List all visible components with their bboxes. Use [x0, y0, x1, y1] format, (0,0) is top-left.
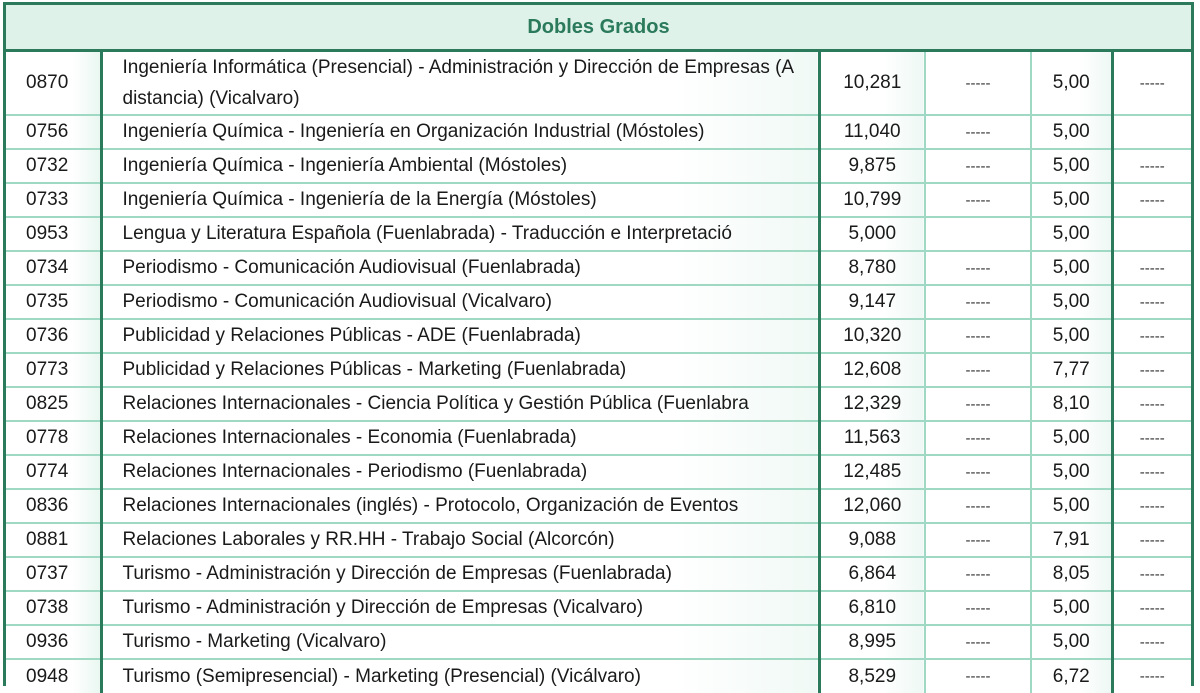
placeholder-cell: -----	[925, 455, 1031, 489]
degree-code-cell: 0756	[6, 115, 101, 149]
degree-name-cell: Lengua y Literatura Española (Fuenlabrada) - Traducción e Interpretació	[101, 217, 819, 251]
placeholder-cell: -----	[925, 183, 1031, 217]
cutoff-grade-cell: 6,864	[819, 557, 925, 591]
placeholder-cell: -----	[1112, 455, 1191, 489]
cutoff-grade-cell: 12,060	[819, 489, 925, 523]
placeholder-cell: -----	[925, 659, 1031, 693]
cutoff-grade-cell: 12,608	[819, 353, 925, 387]
degree-code-cell: 0836	[6, 489, 101, 523]
minimum-grade-cell: 5,00	[1031, 489, 1112, 523]
table-row	[6, 52, 1191, 115]
placeholder-cell	[1112, 115, 1191, 149]
degree-code-cell: 0733	[6, 183, 101, 217]
degree-code-cell: 0738	[6, 591, 101, 625]
placeholder-cell: -----	[925, 557, 1031, 591]
degree-code-cell: 0948	[6, 659, 101, 693]
cutoff-grade-cell: 12,329	[819, 387, 925, 421]
cutoff-grade-cell: 12,485	[819, 455, 925, 489]
degree-code-cell: 0774	[6, 455, 101, 489]
table-row	[6, 149, 1191, 183]
minimum-grade-cell: 5,00	[1031, 319, 1112, 353]
minimum-grade-cell: 5,00	[1031, 591, 1112, 625]
placeholder-cell: -----	[925, 421, 1031, 455]
minimum-grade-cell: 5,00	[1031, 52, 1112, 115]
table-row	[6, 387, 1191, 421]
degrees-table	[6, 52, 1191, 693]
degree-code-cell: 0736	[6, 319, 101, 353]
table-row	[6, 421, 1191, 455]
table-row	[6, 625, 1191, 659]
table-row	[6, 217, 1191, 251]
placeholder-cell: -----	[925, 387, 1031, 421]
degree-name-cell: Periodismo - Comunicación Audiovisual (Vicalvaro)	[101, 285, 819, 319]
table-row	[6, 659, 1191, 693]
cutoff-grade-cell: 6,810	[819, 591, 925, 625]
minimum-grade-cell: 7,91	[1031, 523, 1112, 557]
degree-name-cell: Turismo (Semipresencial) - Marketing (Presencial) (Vicálvaro)	[101, 659, 819, 693]
degree-code-cell: 0778	[6, 421, 101, 455]
grades-table-frame	[3, 2, 1194, 686]
placeholder-cell: -----	[925, 149, 1031, 183]
placeholder-cell: -----	[1112, 183, 1191, 217]
minimum-grade-cell: 5,00	[1031, 421, 1112, 455]
minimum-grade-cell: 6,72	[1031, 659, 1112, 693]
degree-name-cell: Turismo - Administración y Dirección de Empresas (Fuenlabrada)	[101, 557, 819, 591]
degree-code-cell: 0732	[6, 149, 101, 183]
placeholder-cell: -----	[925, 251, 1031, 285]
placeholder-cell: -----	[925, 523, 1031, 557]
degree-name-cell: Relaciones Internacionales - Economia (Fuenlabrada)	[101, 421, 819, 455]
table-row	[6, 115, 1191, 149]
cutoff-grade-cell: 11,040	[819, 115, 925, 149]
placeholder-cell: -----	[1112, 353, 1191, 387]
table-row	[6, 591, 1191, 625]
cutoff-grade-cell: 8,529	[819, 659, 925, 693]
degree-code-cell: 0870	[6, 52, 101, 115]
placeholder-cell: -----	[925, 285, 1031, 319]
degree-name-cell: Relaciones Laborales y RR.HH - Trabajo Social (Alcorcón)	[101, 523, 819, 557]
table-body	[6, 52, 1191, 693]
degree-code-cell: 0825	[6, 387, 101, 421]
placeholder-cell: -----	[1112, 251, 1191, 285]
degree-name-cell: Relaciones Internacionales - Periodismo (Fuenlabrada)	[101, 455, 819, 489]
placeholder-cell: -----	[925, 52, 1031, 115]
table-title: Dobles Grados	[527, 15, 670, 38]
minimum-grade-cell: 5,00	[1031, 183, 1112, 217]
degree-code-cell: 0881	[6, 523, 101, 557]
minimum-grade-cell: 5,00	[1031, 625, 1112, 659]
cutoff-grade-cell: 8,995	[819, 625, 925, 659]
minimum-grade-cell: 5,00	[1031, 217, 1112, 251]
table-row	[6, 251, 1191, 285]
table-title-row	[6, 5, 1191, 52]
placeholder-cell: -----	[1112, 52, 1191, 115]
degree-name-cell: Publicidad y Relaciones Públicas - Marketing (Fuenlabrada)	[101, 353, 819, 387]
table-row	[6, 523, 1191, 557]
cutoff-grade-cell: 5,000	[819, 217, 925, 251]
cutoff-grade-cell: 8,780	[819, 251, 925, 285]
degree-code-cell: 0734	[6, 251, 101, 285]
cutoff-grade-cell: 10,281	[819, 52, 925, 115]
cutoff-grade-cell: 9,147	[819, 285, 925, 319]
placeholder-cell: -----	[925, 319, 1031, 353]
placeholder-cell: -----	[925, 625, 1031, 659]
cutoff-grade-cell: 9,875	[819, 149, 925, 183]
degree-name-cell: Turismo - Administración y Dirección de Empresas (Vicalvaro)	[101, 591, 819, 625]
degree-name-cell: Relaciones Internacionales - Ciencia Política y Gestión Pública (Fuenlabra	[101, 387, 819, 421]
minimum-grade-cell: 8,05	[1031, 557, 1112, 591]
minimum-grade-cell: 5,00	[1031, 455, 1112, 489]
table-row	[6, 183, 1191, 217]
table-row	[6, 353, 1191, 387]
placeholder-cell: -----	[925, 489, 1031, 523]
degree-code-cell: 0735	[6, 285, 101, 319]
degree-name-cell: Ingeniería Química - Ingeniería en Organización Industrial (Móstoles)	[101, 115, 819, 149]
degree-code-cell: 0773	[6, 353, 101, 387]
placeholder-cell	[1112, 217, 1191, 251]
cutoff-grade-cell: 10,320	[819, 319, 925, 353]
degree-name-cell: Turismo - Marketing (Vicalvaro)	[101, 625, 819, 659]
placeholder-cell: -----	[1112, 523, 1191, 557]
placeholder-cell: -----	[925, 115, 1031, 149]
table-row	[6, 455, 1191, 489]
placeholder-cell: -----	[1112, 149, 1191, 183]
table-row	[6, 557, 1191, 591]
placeholder-cell: -----	[1112, 659, 1191, 693]
degree-code-cell: 0936	[6, 625, 101, 659]
placeholder-cell: -----	[1112, 285, 1191, 319]
minimum-grade-cell: 5,00	[1031, 251, 1112, 285]
table-row	[6, 285, 1191, 319]
degree-name-cell: Ingeniería Informática (Presencial) - Administración y Dirección de Empresas (A distancia) (Vicalvaro)	[101, 52, 819, 115]
placeholder-cell: -----	[925, 353, 1031, 387]
minimum-grade-cell: 5,00	[1031, 285, 1112, 319]
placeholder-cell	[925, 217, 1031, 251]
placeholder-cell: -----	[1112, 557, 1191, 591]
minimum-grade-cell: 8,10	[1031, 387, 1112, 421]
degree-name-cell: Relaciones Internacionales (inglés) - Protocolo, Organización de Eventos	[101, 489, 819, 523]
placeholder-cell: -----	[1112, 625, 1191, 659]
table-row	[6, 319, 1191, 353]
cutoff-grade-cell: 11,563	[819, 421, 925, 455]
cutoff-grade-cell: 10,799	[819, 183, 925, 217]
placeholder-cell: -----	[925, 591, 1031, 625]
degree-name-cell: Publicidad y Relaciones Públicas - ADE (Fuenlabrada)	[101, 319, 819, 353]
minimum-grade-cell: 5,00	[1031, 149, 1112, 183]
degree-name-cell: Ingeniería Química - Ingeniería de la Energía (Móstoles)	[101, 183, 819, 217]
degree-name-cell: Ingeniería Química - Ingeniería Ambiental (Móstoles)	[101, 149, 819, 183]
degree-code-cell: 0737	[6, 557, 101, 591]
placeholder-cell: -----	[1112, 421, 1191, 455]
table-row	[6, 489, 1191, 523]
placeholder-cell: -----	[1112, 387, 1191, 421]
placeholder-cell: -----	[1112, 489, 1191, 523]
degree-name-cell: Periodismo - Comunicación Audiovisual (Fuenlabrada)	[101, 251, 819, 285]
placeholder-cell: -----	[1112, 319, 1191, 353]
minimum-grade-cell: 5,00	[1031, 115, 1112, 149]
degree-code-cell: 0953	[6, 217, 101, 251]
placeholder-cell: -----	[1112, 591, 1191, 625]
cutoff-grade-cell: 9,088	[819, 523, 925, 557]
minimum-grade-cell: 7,77	[1031, 353, 1112, 387]
